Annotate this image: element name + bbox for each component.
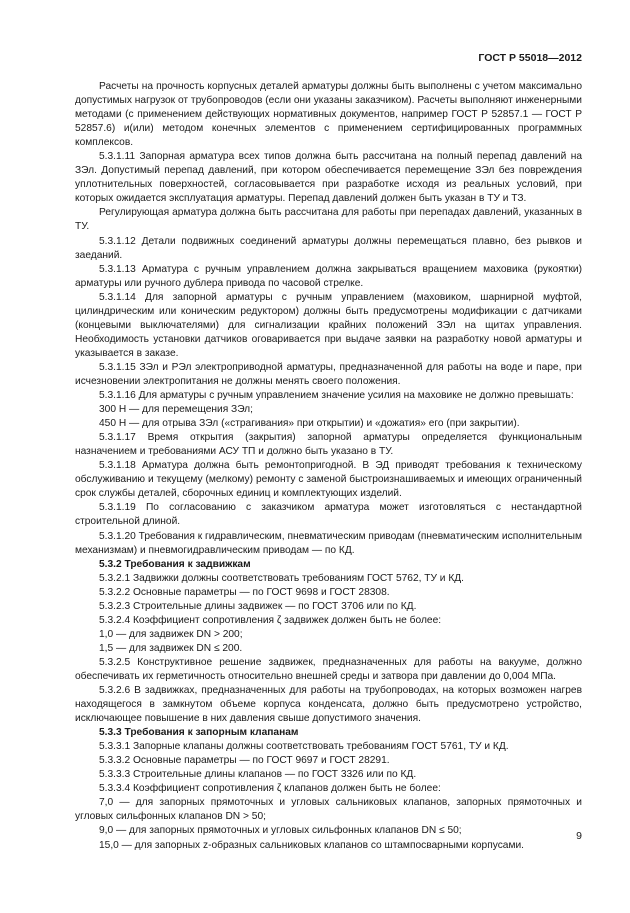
paragraph: 5.3.1.11 Запорная арматура всех типов должна быть рассчитана на полный перепад давлений на ЗЭл. Допустимый перепад давлений, при котором обеспечивается перемещение ЗЭл без повреждения уплотнительных поверхностей, согласовывается при разработке исходя из реальных условий, при которых ожидается эксплуатация арматуры. Перепад давлений должен быть указан в ТУ и ТЗ. (75, 151, 582, 205)
paragraph: 5.3.1.15 ЗЭл и РЭл электроприводной арматуры, предназначенной для работы на воде и паре, при исчезновении электропитания не должны менять своего положения. (75, 361, 582, 387)
document-body (75, 80, 582, 853)
paragraph: 5.3.1.19 По согласованию с заказчиком арматура может изготовляться с нестандартной строительной длиной. (75, 502, 582, 528)
paragraph: 1,0 — для задвижек DN > 200; (99, 628, 243, 640)
paragraph: 5.3.2.2 Основные параметры — по ГОСТ 9698 и ГОСТ 28308. (99, 586, 390, 598)
paragraph: 5.3.2.6 В задвижках, предназначенных для работы на трубопроводах, на которых возможен нагрев находящегося в замкнутом объеме корпуса конденсата, должно быть предусмотрено устройство, исключающее повышение в них давления свыше допустимого значения. (75, 685, 582, 725)
paragraph: 450 Н — для отрыва ЗЭл («страгивания» при открытии) и «дожатия» его (при закрытии). (99, 418, 520, 430)
paragraph: 9,0 — для запорных прямоточных и угловых сильфонных клапанов DN ≤ 50; (99, 825, 462, 837)
paragraph: 5.3.1.18 Арматура должна быть ремонтопригодной. В ЭД приводят требования к техническому обслуживанию и текущему (мелкому) ремонту с заменой быстроизнашиваемых и имеющих ограниченный срок службы деталей, сборочных единиц и комплектующих изделий. (75, 460, 582, 500)
paragraph: 5.3.1.14 Для запорной арматуры с ручным управлением (маховиком, шарнирной муфтой, цилиндрическим или коническим редуктором) должны быть предусмотрены модификации с датчиками (концевыми выключателями) для сигнализации крайних положений ЗЭл на щитах управления. Необходимость установки датчиков оговаривается при выдаче заявки на разработку новой арматуры и указывается в заказе. (75, 291, 582, 359)
paragraph: 5.3.3.2 Основные параметры — по ГОСТ 9697 и ГОСТ 28291. (99, 755, 390, 767)
paragraph: 5.3.1.12 Детали подвижных соединений арматуры должны перемещаться плавно, без рывков и заеданий. (75, 235, 582, 261)
paragraph: Расчеты на прочность корпусных деталей арматуры должны быть выполнены с учетом максимально допустимых нагрузок от трубопроводов (если они указаны заказчиком). Расчеты выполняют инженерными методами (с применением действующих нормативных документов, например ГОСТ Р 52857.1 — ГОСТ Р 52857.6) и(или) методом конечных элементов с применением сертифицированных программных комплексов. (75, 81, 582, 149)
section-heading: 5.3.2 Требования к задвижкам (99, 558, 251, 570)
paragraph: 5.3.2.4 Коэффициент сопротивления ζ задвижек должен быть не более: (99, 614, 442, 626)
paragraph: 5.3.3.1 Запорные клапаны должны соответствовать требованиям ГОСТ 5761, ТУ и КД. (99, 741, 509, 753)
paragraph: 5.3.2.3 Строительные длины задвижек — по ГОСТ 3706 или по КД. (99, 600, 417, 612)
paragraph: 15,0 — для запорных z-образных сальниковых клапанов со штампосварными корпусами. (99, 839, 524, 851)
paragraph: 5.3.2.1 Задвижки должны соответствовать требованиям ГОСТ 5762, ТУ и КД. (99, 572, 464, 584)
paragraph: 5.3.3.3 Строительные длины клапанов — по ГОСТ 3326 или по КД. (99, 769, 417, 781)
section-heading: 5.3.3 Требования к запорным клапанам (99, 727, 299, 739)
document-header: ГОСТ Р 55018—2012 (478, 52, 582, 64)
page-number: 9 (576, 830, 582, 842)
paragraph: 5.3.3.4 Коэффициент сопротивления ζ клапанов должен быть не более: (99, 783, 441, 795)
paragraph: 7,0 — для запорных прямоточных и угловых сальниковых клапанов, запорных прямоточных и угловых сильфонных клапанов DN > 50; (75, 797, 582, 823)
paragraph: 5.3.1.17 Время открытия (закрытия) запорной арматуры определяется функциональным назначением и требованиями АСУ ТП и должно быть указано в ТУ. (75, 432, 582, 458)
paragraph: 5.3.2.5 Конструктивное решение задвижек, предназначенных для работы на вакууме, должно обеспечивать их герметичность относительно внешней среды и затвора при давлении до 0,004 МПа. (75, 656, 582, 682)
paragraph: 1,5 — для задвижек DN ≤ 200. (99, 642, 243, 654)
paragraph: Регулирующая арматура должна быть рассчитана для работы при перепадах давлений, указанных в ТУ. (75, 207, 582, 233)
paragraph: 5.3.1.20 Требования к гидравлическим, пневматическим приводам (пневматическим исполнительным механизмам) и пневмогидравлическим приводам — по КД. (75, 530, 582, 556)
paragraph: 300 Н — для перемещения ЗЭл; (99, 404, 253, 416)
paragraph: 5.3.1.16 Для арматуры с ручным управлением значение усилия на маховике не должно превышать: (99, 390, 574, 402)
paragraph: 5.3.1.13 Арматура с ручным управлением должна закрываться вращением маховика (рукоятки) арматуры или ручного дублера привода по часовой стрелке. (75, 263, 582, 289)
